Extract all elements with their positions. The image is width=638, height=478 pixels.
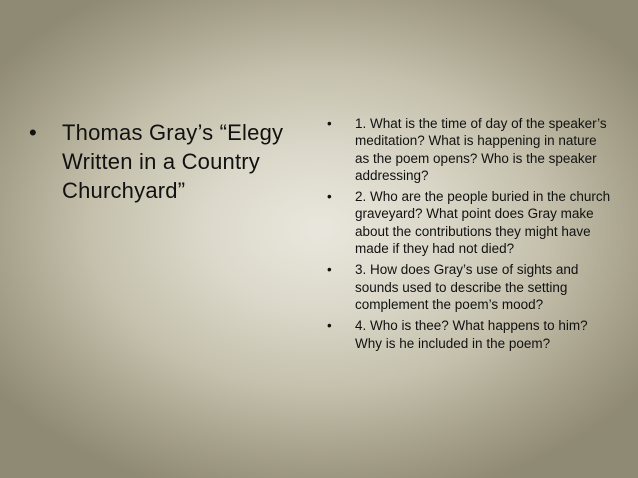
question-text: 4. Who is thee? What happens to him? Why is he included in the poem? [355, 318, 588, 351]
question-text: 3. How does Gray’s use of sights and sounds used to describe the setting complement the poem’s mood? [355, 262, 579, 312]
question-item-4 [322, 317, 614, 352]
title-bullet [28, 118, 290, 205]
question-item-2 [322, 188, 614, 257]
title-column [28, 118, 290, 205]
bullet-icon: • [327, 262, 332, 278]
questions-column [322, 115, 614, 356]
question-text: 2. Who are the people buried in the church graveyard? What point does Gray make about the contributions they might have made if they had not died? [355, 189, 611, 257]
question-item-1 [322, 115, 614, 184]
bullet-icon: • [327, 189, 332, 205]
question-text: 1. What is the time of day of the speaker’s meditation? What is happening in nature as the poem opens? Who is the speaker addressing? [355, 116, 607, 183]
title-bullet-text: Thomas Gray’s “Elegy Written in a Country Churchyard” [62, 120, 284, 203]
question-item-3 [322, 261, 614, 313]
bullet-icon: • [327, 116, 332, 131]
bullet-icon: • [29, 120, 37, 145]
bullet-icon: • [327, 318, 332, 334]
